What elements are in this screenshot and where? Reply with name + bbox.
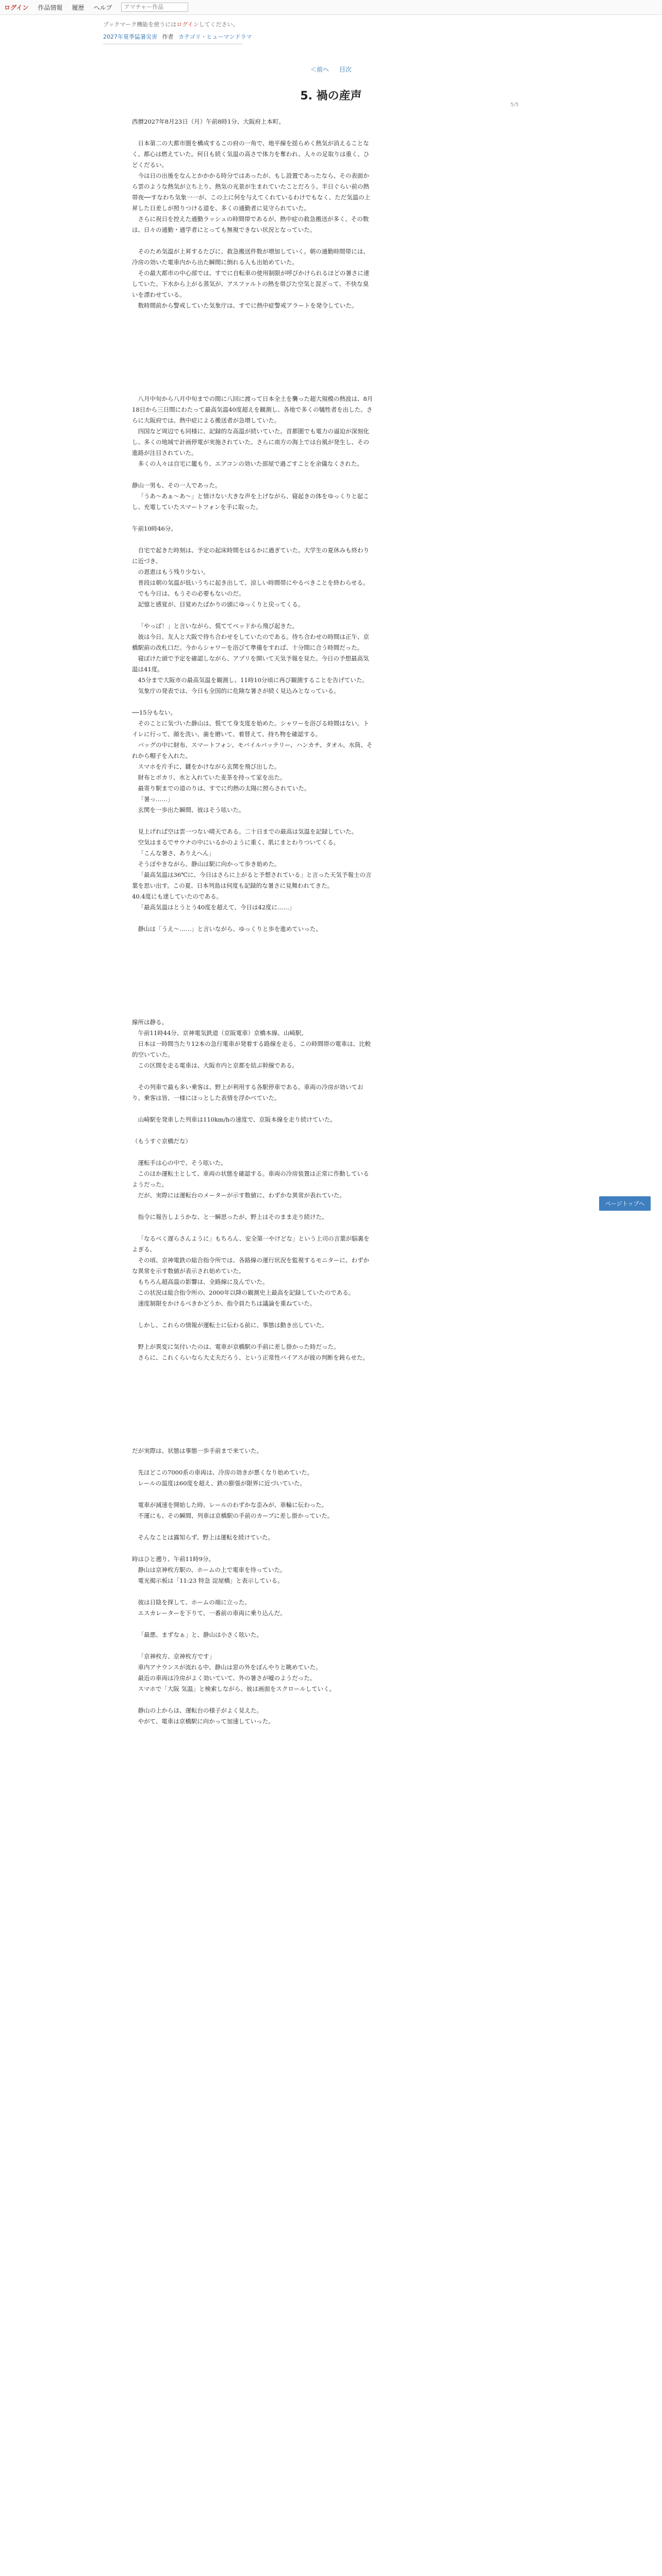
paragraph: の恩恵はもう残り少ない。 [138,568,209,575]
paragraph: 午前11時44分、京神電気鉄道（京阪電車）京橋本線、山崎駅。 [138,1029,307,1037]
breadcrumb-genre[interactable]: カテゴリ・ヒューマンドラマ [178,33,252,40]
paragraph: 指令に報告しようかな、と一瞬思ったが、野上はそのまま走り続けた。 [138,1213,328,1221]
chapter-pager [0,65,662,74]
paragraph: 速度制限をかけるべきかどうか、指令員たちは議論を重ねていた。 [138,1300,316,1307]
paragraph: そのことに気づいた静山は、慌てて身支度を始めた。シャワーを浴びる時間はない。トイレに行って、顔を洗い、歯を磨いて、着替えて、持ち物を確認する。 [132,720,369,738]
paragraph: さらに祝日を控えた通勤ラッシュの時間帯であるが、熱中症の救急搬送が多く、その数は、日々の通勤・通学者にとっても無視できない状況となっていた。 [132,215,369,233]
paragraph: 玄関を一歩出た瞬間、彼はそう呟いた。 [138,806,245,814]
paragraph: 山崎駅を発車した列車は110km/hの速度で、京阪本線を走り続けていた。 [138,1116,336,1123]
paragraph-spacer [132,913,374,924]
paragraph-spacer [132,610,374,621]
paragraph-spacer [132,1521,374,1532]
paragraph: そんなことは露知らず、野上は運転を続けていた。 [138,1534,274,1541]
breadcrumb-work[interactable]: 2027年夏季猛暑災害 [103,33,157,40]
paragraph: 西暦2027年8月23日（月）午前8時1分、大阪府上本町。 [132,118,285,125]
paragraph: 今は日の出後をなんとかかかる時分ではあったが、もし設置であったなら、その表面から雲のような熱気が立ち上り、熱気の光景が生まれていたことだろう。半日ぐらい前の熱帯夜──すなわち気象一一が、この上に何を与えてくれているわけでもなく、ただ気温の上昇した日差しが照りつける道を、多くの通勤者に見守られていた。 [132,172,371,212]
paragraph-spacer [132,816,374,826]
paragraph: そのため気温が上昇するたびに、救急搬送件数が増加していく。朝の通勤時間帯には、冷房の効いた電車内から出た瞬間に倒れる人も出始めていた。 [132,248,369,266]
page-top-button[interactable]: ページトップへ [599,1196,651,1211]
paragraph: 気象庁の発表では、今日も全国的に危険な暑さが続く見込みとなっている。 [138,687,340,694]
paragraph: このほか運転士として、車両の状態を確認する。車両の冷房装置は正常に作動しているようだった。 [132,1170,369,1188]
paragraph: この区間を走る電車は、大阪市内と京都を結ぶ幹線である。 [138,1062,298,1069]
paragraph-spacer [132,1694,374,1705]
paragraph: 八月中旬から八月中旬までの間に八回に渡って日本全土を襲った超大規模の熱波は、8月18日から三日間にわたって最高気温40度超えを観測し、各地で多くの犠牲者を出した。さらに大阪府では、熱中症による搬送者が急増していた。 [132,395,373,424]
breadcrumb-author: 作者 [162,33,174,40]
bookmark-note-suffix: してください。 [198,21,239,28]
paragraph-spacer [132,1125,374,1136]
paragraph-spacer [132,1223,374,1233]
bookmark-note [103,20,662,28]
breadcrumb [103,32,662,44]
paragraph: 最近の車両は冷房がよく効いていて、外の暑さが嘘のようだった。 [138,1674,316,1682]
paragraph: レールの温度は60度を超え、鉄の膨張が限界に近づいていた。 [138,1480,306,1487]
bookmark-login-link[interactable]: ログイン [176,21,199,28]
paragraph: 財布とポカリ、水と入れていた麦茶を持って家を出た。 [138,774,286,781]
paragraph-spacer [132,1619,374,1630]
chapter-body [132,116,374,1727]
paragraph: ──15分もない。 [132,709,176,716]
paragraph-spacer [132,1456,374,1467]
paragraph: この状況は総合指令所の、2000年以降の観測史上最高を記録していたのである。 [138,1289,355,1296]
paragraph: エスカレーターを下りて、一番前の車両に乗り込んだ。 [138,1609,286,1617]
paragraph: 野上が異変に気付いたのは、電車が京橋駅の手前に差し掛かった時だった。 [138,1343,340,1350]
paragraph: 静山の上からは、運転台の様子がよく見えた。 [138,1707,262,1714]
paragraph-spacer [132,1309,374,1320]
toc-link[interactable]: 目次 [339,66,352,73]
paragraph: 「こんな暑さ、ありえへん」 [138,850,215,857]
paragraph: その列車で最も多い乗客は、野上が利用する各駅停車である。車両の冷房が効いており、乗客は皆、一様にほっとした表情を浮かべていた。 [132,1083,363,1101]
paragraph: 車内アナウンスが流れる中、静山は窓の外をぼんやりと眺めていた。 [138,1664,322,1671]
paragraph-spacer [132,534,374,545]
paragraph: 「最高気温はとうとう40度を超えて、今日は42度に……」 [138,904,295,911]
paragraph: だが実際は、状態は事態一歩手前まで来ていた。 [132,1447,262,1454]
paragraph: スマホを片手に、鍵をかけながら玄関を飛び出した。 [138,763,280,770]
paragraph: もちろん超高温の影響は、全路線に及んでいた。 [138,1278,269,1285]
paragraph: 「なるべく遅らさんように」もちろん、安全第一やけどな」という上司の言葉が脳裏をよぎる。 [132,1235,370,1253]
paragraph-spacer [132,1489,374,1500]
paragraph: 「最高気温は36℃に、今日はさらに上がると予想されている」と言った天気予報士の言葉を思い出す。この夏、日本列島は何度も記録的な暑さに見舞われてきた。 [132,871,372,889]
paragraph: 日本は一時間当たり12本の急行電車が発着する路線を走る。この時間帯の電車は、比較的空いていた。 [132,1040,371,1058]
paragraph-spacer [132,1104,374,1114]
bookmark-note-prefix: ブックマーク機能を使うには [103,21,177,28]
paragraph: 午前10時46分。 [132,525,177,532]
paragraph: スマホで「大阪 気温」と検索しながら、彼は画面をスクロールしていく。 [138,1685,335,1692]
paragraph-spacer [132,1640,374,1651]
paragraph: 電光掲示板は「11:23 特急 淀屋橋」と表示している。 [138,1577,284,1584]
paragraph: 45分まで大阪市の最高気温を観測し、11時10分頃に再び観測することを告げていた。 [138,676,368,684]
paragraph-spacer [132,235,374,246]
paragraph-spacer [132,1147,374,1158]
paragraph: 普段は朝の気温が低いうちに起き出して、涼しい時間帯にやるべきことを終わらせる。 [138,579,369,586]
paragraph: しかし、これらの情報が運転士に伝わる前に、事態は動き出していた。 [138,1321,328,1329]
paragraph: その最大都市の中心部では、すでに自転車の使用制限が呼びかけられるほどの暑さに達していた。下水から上がる蒸気が、アスファルトの熱を帯びた空気と混ざって、不快な臭いを漂わせている。 [132,269,370,298]
paragraph: 日本第二の大都市圏を構成するこの府の一角で、地平線を揺らめく熱気が消えることなく、都心は燃えていた。何日も続く気温の高さで体力を奪われ、人々の足取りは重く、ひどくだるい。 [132,140,370,168]
paragraph: さらに、これくらいなら大丈夫だろう、という正常性バイアスが彼の判断を鈍らせた。 [138,1354,369,1361]
paragraph: 四国など周辺でも同様に、記録的な高温が続いていた。首都圏でも電力の逼迫が深刻化し、多くの地域で計画停電が実施されていた。さらに南方の海上では台風が発生し、その進路が注目されていた。 [132,428,369,456]
paragraph-spacer [132,697,374,707]
paragraph: 「最悪、まずなぁ」と、静山は小さく呟いた。 [138,1631,262,1638]
paragraph-spacer [132,1201,374,1212]
paragraph-spacer [132,1543,374,1554]
chapter-title: 5. 禍の産声 [300,90,362,103]
search-input[interactable] [121,3,188,12]
paragraph: 先ほどこの7000系の車両は、冷房の効きが悪くなり始めていた。 [138,1469,313,1476]
paragraph: 運転手は心の中で、そう呟いた。 [138,1159,227,1166]
nav-item-history[interactable]: 履歴 [72,4,85,11]
paragraph-spacer [132,311,374,394]
page-number: 5/5 [510,102,519,108]
paragraph: 空気はまるでサウナの中にいるかのように重く、肌にまとわりついてくる。 [138,839,340,846]
paragraph: 不運にも、その瞬間、列車は京橋駅の手前のカーブに差し掛かっていた。 [138,1512,334,1519]
paragraph: 数時間前から警戒していた気象庁は、すでに熱中症警戒アラートを発令していた。 [138,302,358,309]
paragraph: 多くの人々は自宅に籠もり、エアコンの効いた部屋で過ごすことを余儀なくされた。 [138,460,363,467]
paragraph-spacer [132,1363,374,1446]
paragraph: 40.4度にも達していたのである。 [132,893,223,900]
nav-item-work-info[interactable]: 作品情報 [38,4,63,11]
paragraph: 「うあ～あぁ～あ～」と情けない大きな声を上げながら、寝起きの体をゆっくりと起こし、充電していたスマートフォンを手に取った。 [132,493,369,511]
paragraph: 自宅で起きた時刻は、予定の起床時間をはるかに過ぎていた。大学生の夏休みも終わりに近づき、 [132,547,369,565]
paragraph: 「暑っ……」 [138,795,174,803]
paragraph-spacer [132,935,374,1017]
paragraph: 時はひと遡り、午前11時9分。 [132,1555,214,1563]
paragraph: 電車が減速を開始した時、レールのわずかな歪みが、車輪に伝わった。 [138,1501,328,1509]
paragraph: 彼は日陰を探して、ホームの端に立った。 [138,1599,251,1606]
paragraph: 静山は「うえ～……」と言いながら、ゆっくりと歩を進めていった。 [138,925,322,933]
paragraph: 寝ぼけた頭で予定を確認しながら、アプリを開いて天気予報を見た。今日の予想最高気温は41度。 [132,655,369,673]
paragraph: だが、実際には運転台のメーターが示す数値に、わずかな異常が表れていた。 [138,1192,345,1199]
paragraph: 最寄り駅までの道のりは、すでに灼熱の太陽に照らされていた。 [138,785,310,792]
paragraph: 「京神枚方、京神枚方です」 [138,1653,215,1660]
paragraph-spacer [132,469,374,480]
paragraph: そうぼやきながら、静山は駅に向かって歩き始めた。 [138,860,280,868]
paragraph: その頃、京神電鉄の総合指令所では、各路線の運行状況を監視するモニターに、わずかな異常を示す数値が表示され始めていた。 [132,1257,369,1275]
paragraph: 彼は今日、友人と大阪で待ち合わせをしていたのである。待ち合わせの時間は正午、京橋駅前の改札口だ。今からシャワーを浴びて準備をすれば、十分間に合う時間だった。 [132,633,369,651]
paragraph-spacer [132,1586,374,1597]
paragraph: 線所は静る。 [132,1019,168,1026]
paragraph: 記憶と感覚が、目覚めたばかりの頭にゆっくりと戻ってくる。 [138,601,304,608]
top-bar [0,0,662,15]
paragraph: やがて、電車は京橋駅に向かって加速していった。 [138,1718,274,1725]
login-link[interactable]: ログイン [4,4,29,11]
nav-item-help[interactable]: ヘルプ [93,4,112,11]
paragraph: 静山一男も、その一人であった。 [132,482,221,489]
paragraph-spacer [132,1331,374,1342]
paragraph: （もうすぐ京橋だな） [132,1138,191,1145]
paragraph: でも今日は、もうその必要もないのだ。 [138,590,245,597]
paragraph: 見上げれば空は雲一つない晴天である。二十日までの最高は気温を記録していた。 [138,828,357,835]
paragraph-spacer [132,1071,374,1082]
paragraph: 「やっば！」と言いながら、慌ててベッドから飛び起きた。 [138,622,298,630]
paragraph-spacer [132,127,374,138]
prev-link[interactable]: ＜前へ [310,66,329,73]
paragraph: バッグの中に財布、スマートフォン、モバイルバッテリー、ハンカチ、タオル、水筒、それから帽子を入れた。 [132,741,373,759]
paragraph: 静山は京神枚方駅の、ホームの上で電車を待っていた。 [138,1566,286,1573]
paragraph-spacer [132,513,374,523]
